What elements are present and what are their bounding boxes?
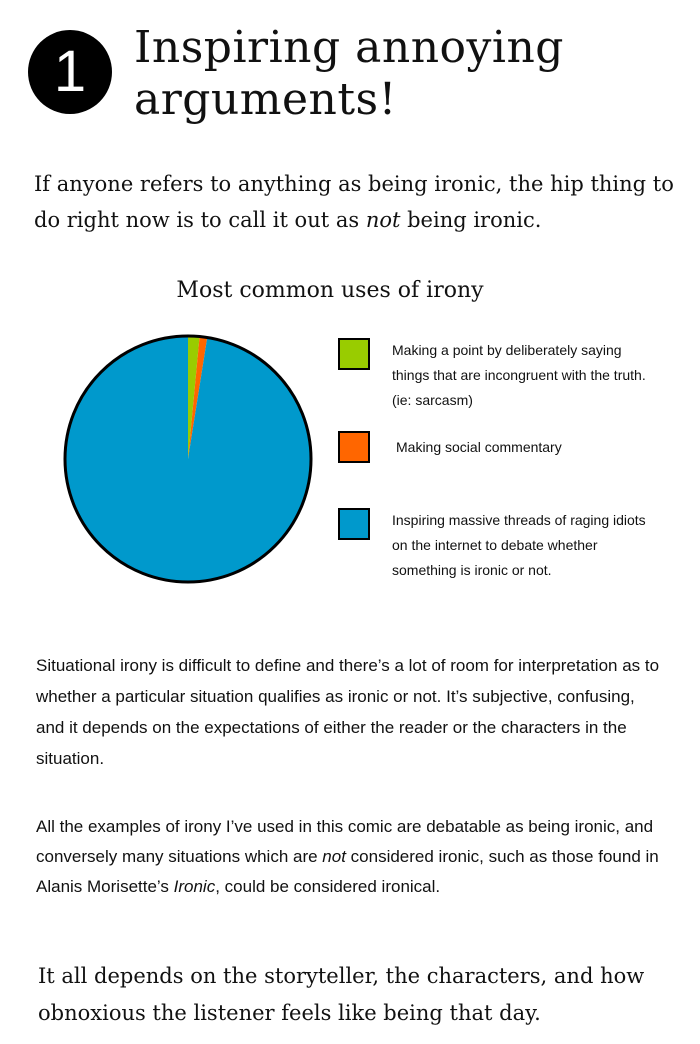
legend-item-social-commentary	[338, 431, 678, 463]
intro-text	[34, 166, 684, 238]
closing-text: It all depends on the storyteller, the characters, and how obnoxious the listener feels like being that day.	[38, 964, 645, 1025]
legend-item-sarcasm	[338, 338, 678, 413]
title-line-1: Inspiring annoying	[134, 22, 564, 73]
legend-item-internet-arguments	[338, 508, 678, 583]
title-line-2: arguments!	[134, 74, 397, 125]
legend-swatch-internet-arguments	[338, 508, 370, 540]
number-badge-label: 1	[53, 39, 87, 104]
paragraph-examples-emphasis-not: not	[322, 847, 346, 866]
intro-part-2: being ironic.	[400, 208, 542, 232]
legend-swatch-social-commentary	[338, 431, 370, 463]
pie-chart	[62, 333, 314, 585]
paragraph-examples-emphasis-ironic: Ironic	[173, 877, 216, 896]
number-badge	[28, 30, 112, 114]
legend-label-sarcasm: Making a point by deliberately saying things that are incongruent with the truth. (ie: sarcasm)	[392, 342, 646, 408]
paragraph-examples-part-2: considered ironic, such as those found in Alanis Morisette’s	[36, 847, 659, 896]
paragraph-situational-irony: Situational irony is difficult to define and there’s a lot of room for interpretation as to whether a particular situation qualifies as ironic or not. It’s subjective, confusing, and it depends on the expectations of either the reader or the characters in the situation.	[36, 656, 660, 768]
legend-label-social-commentary: Making social commentary	[396, 439, 562, 455]
paragraph-examples-part-1: All the examples of irony I’ve used in this comic are debatable as being ironic, and conversely many situations which are	[36, 817, 654, 866]
page-title	[134, 22, 674, 126]
intro-emphasis: not	[365, 208, 401, 232]
chart-title: Most common uses of irony	[176, 278, 484, 303]
paragraph-examples-part-3: , could be considered ironical.	[215, 877, 441, 896]
intro-part-1: If anyone refers to anything as being ironic, the hip thing to do right now is to call it out as	[34, 172, 674, 232]
legend-label-internet-arguments: Inspiring massive threads of raging idiots on the internet to debate whether something is ironic or not.	[392, 512, 646, 578]
paragraph-examples	[36, 812, 666, 902]
legend-swatch-sarcasm	[338, 338, 370, 370]
